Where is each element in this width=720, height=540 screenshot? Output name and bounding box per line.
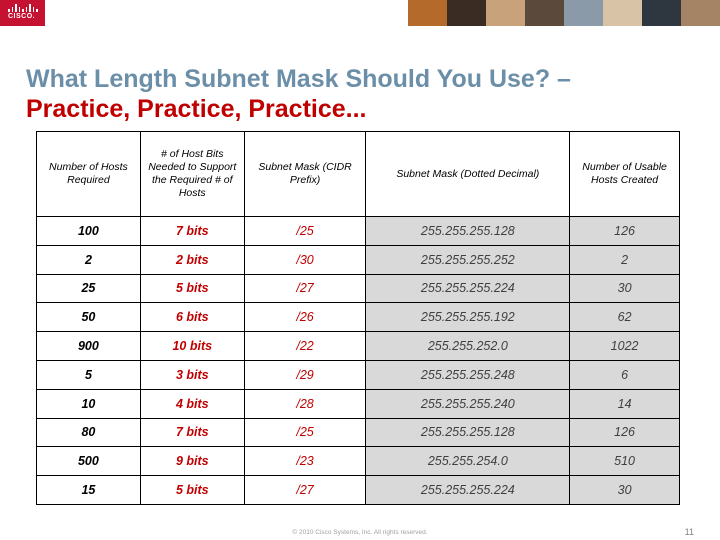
people-photo-strip <box>408 0 720 26</box>
header-usable-hosts: Number of Usable Hosts Created <box>570 132 680 217</box>
cell-cidr-prefix: /25 <box>244 418 366 447</box>
cell-usable-hosts: 6 <box>570 360 680 389</box>
cell-cidr-prefix: /23 <box>244 447 366 476</box>
cell-dotted-decimal: 255.255.255.192 <box>366 303 570 332</box>
header-cidr-prefix: Subnet Mask (CIDR Prefix) <box>244 132 366 217</box>
top-banner <box>0 0 720 26</box>
table-row <box>37 217 680 246</box>
cell-host-bits: 9 bits <box>140 447 244 476</box>
cell-dotted-decimal: 255.255.255.248 <box>366 360 570 389</box>
header-dotted-decimal: Subnet Mask (Dotted Decimal) <box>366 132 570 217</box>
cisco-logo-text: CISCO. <box>8 13 36 20</box>
cell-usable-hosts: 126 <box>570 418 680 447</box>
page-number: 11 <box>684 527 694 537</box>
cell-host-bits: 7 bits <box>140 217 244 246</box>
cell-hosts-required: 80 <box>37 418 141 447</box>
table-header-row <box>37 132 680 217</box>
cell-host-bits: 10 bits <box>140 332 244 361</box>
cell-usable-hosts: 126 <box>570 217 680 246</box>
cell-dotted-decimal: 255.255.255.252 <box>366 245 570 274</box>
cell-hosts-required: 50 <box>37 303 141 332</box>
cell-host-bits: 6 bits <box>140 303 244 332</box>
cell-cidr-prefix: /22 <box>244 332 366 361</box>
table-row <box>37 476 680 505</box>
cell-hosts-required: 2 <box>37 245 141 274</box>
cell-dotted-decimal: 255.255.254.0 <box>366 447 570 476</box>
page-title <box>26 64 706 124</box>
table-row <box>37 245 680 274</box>
table-row <box>37 389 680 418</box>
cell-usable-hosts: 510 <box>570 447 680 476</box>
copyright-footer: © 2010 Cisco Systems, Inc. All rights reserved. <box>292 529 428 536</box>
cell-usable-hosts: 30 <box>570 476 680 505</box>
cell-usable-hosts: 30 <box>570 274 680 303</box>
cell-host-bits: 2 bits <box>140 245 244 274</box>
table-row <box>37 303 680 332</box>
table-row <box>37 418 680 447</box>
cell-hosts-required: 5 <box>37 360 141 389</box>
header-host-bits: # of Host Bits Needed to Support the Required # of Hosts <box>140 132 244 217</box>
cell-hosts-required: 100 <box>37 217 141 246</box>
cell-host-bits: 5 bits <box>140 274 244 303</box>
cell-dotted-decimal: 255.255.255.224 <box>366 476 570 505</box>
cell-dotted-decimal: 255.255.255.128 <box>366 217 570 246</box>
cell-cidr-prefix: /26 <box>244 303 366 332</box>
cell-usable-hosts: 2 <box>570 245 680 274</box>
title-line-2: Practice, Practice, Practice... <box>26 95 367 123</box>
cell-cidr-prefix: /29 <box>244 360 366 389</box>
cell-usable-hosts: 62 <box>570 303 680 332</box>
cisco-logo <box>0 0 45 26</box>
cell-host-bits: 4 bits <box>140 389 244 418</box>
cell-cidr-prefix: /30 <box>244 245 366 274</box>
cell-dotted-decimal: 255.255.252.0 <box>366 332 570 361</box>
table-row <box>37 332 680 361</box>
cell-hosts-required: 900 <box>37 332 141 361</box>
cell-host-bits: 7 bits <box>140 418 244 447</box>
table-row <box>37 447 680 476</box>
header-hosts-required: Number of Hosts Required <box>37 132 141 217</box>
cell-host-bits: 5 bits <box>140 476 244 505</box>
cell-hosts-required: 500 <box>37 447 141 476</box>
cell-dotted-decimal: 255.255.255.240 <box>366 389 570 418</box>
cell-cidr-prefix: /27 <box>244 476 366 505</box>
cell-hosts-required: 15 <box>37 476 141 505</box>
cell-dotted-decimal: 255.255.255.128 <box>366 418 570 447</box>
cell-cidr-prefix: /28 <box>244 389 366 418</box>
cell-host-bits: 3 bits <box>140 360 244 389</box>
cell-dotted-decimal: 255.255.255.224 <box>366 274 570 303</box>
table-row <box>37 274 680 303</box>
title-line-1: What Length Subnet Mask Should You Use? – <box>26 65 571 93</box>
cell-usable-hosts: 14 <box>570 389 680 418</box>
table-row <box>37 360 680 389</box>
cell-cidr-prefix: /27 <box>244 274 366 303</box>
cisco-bridge-icon <box>8 4 38 12</box>
cell-hosts-required: 10 <box>37 389 141 418</box>
subnet-table <box>36 131 680 505</box>
cell-cidr-prefix: /25 <box>244 217 366 246</box>
cell-usable-hosts: 1022 <box>570 332 680 361</box>
cell-hosts-required: 25 <box>37 274 141 303</box>
